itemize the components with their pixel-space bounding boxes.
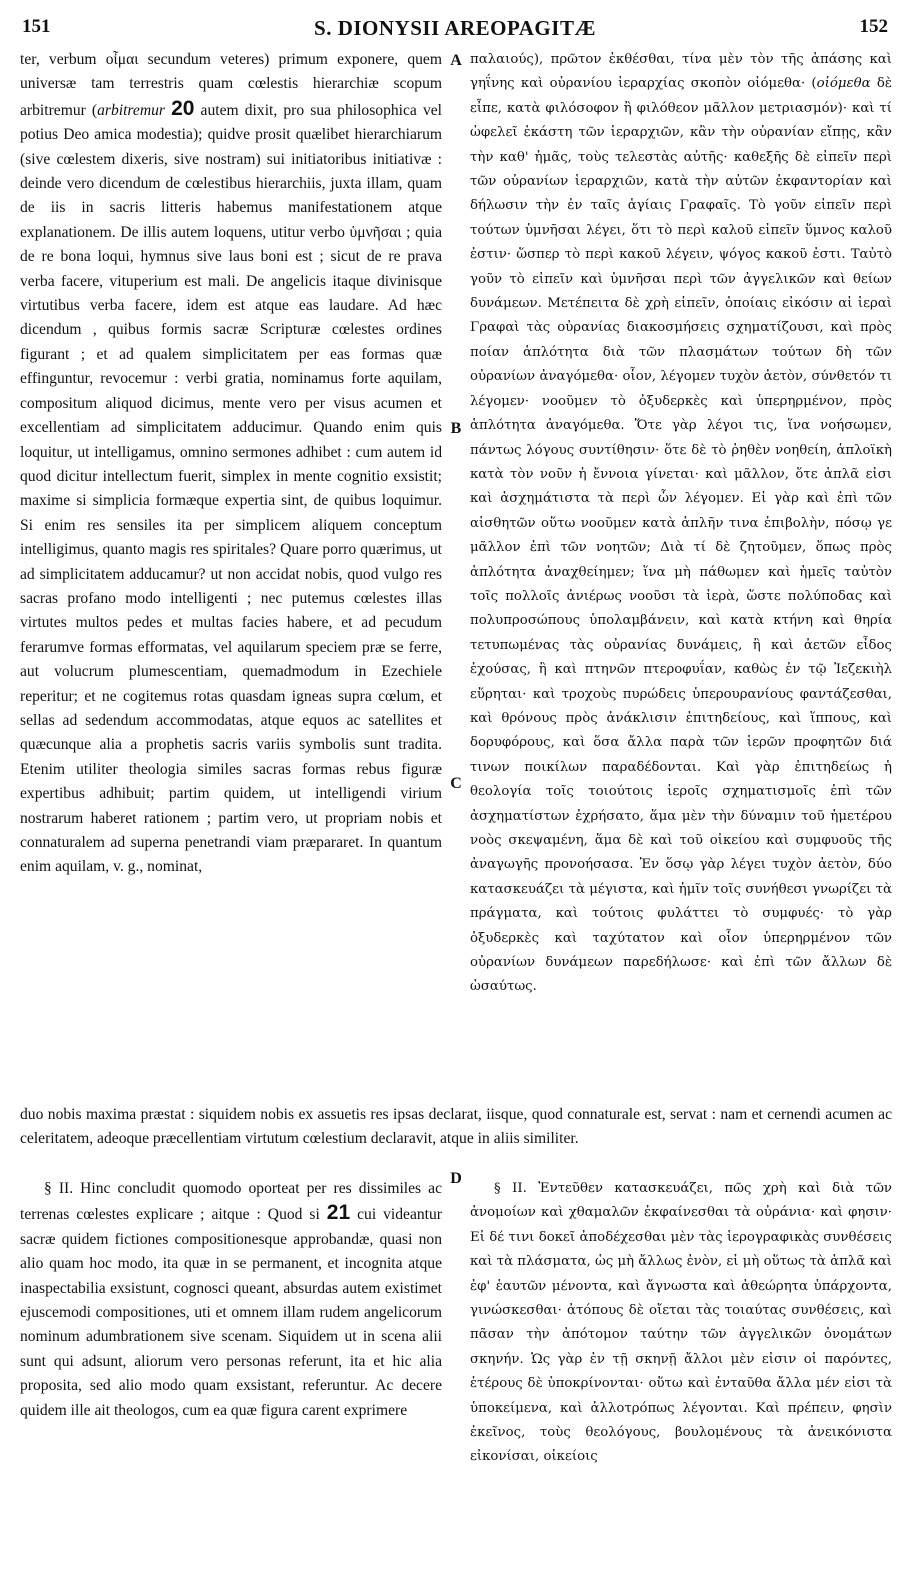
greek-column-bottom (470, 1177, 892, 1470)
running-header (22, 16, 888, 42)
latin-column-top (20, 48, 442, 880)
latin-italic-word: arbitremur (97, 101, 165, 119)
greek-italic-word: οἰόμεθα (816, 76, 871, 92)
latin-column-bottom (20, 1177, 442, 1423)
section-marker-d: D (450, 1170, 462, 1187)
running-title: S. DIONYSII AREOPAGITÆ (314, 16, 596, 40)
latin-full-width-lines: duo nobis maxima præstat : siquidem nobis ex assuetis res ipsas declarat, iisque, quod connaturale est, servat : nam et cernendi acumen ac celeritatem, adeoque præcellentiam virtutum cœlestium declaravit, atque in aliis similiter. (20, 1106, 892, 1148)
column-number-21: 21 (326, 1201, 351, 1225)
greek-column-top (470, 48, 892, 1000)
page-number-left: 151 (22, 16, 51, 37)
section-marker-a: A (450, 52, 462, 69)
page-number-right: 152 (859, 16, 888, 37)
latin-paragraph-1: ter, verbum οἶμαι secundum veteres) primum exponere, quem universæ tam terrestris quam cœlestis hierarchiæ scopum arbitremur (arbitremur 20 autem dixit, pro sua philosophica vel potius Deo amica modestia); quidve prosit quælibet hierarchiarum (sive cœlestem dixeris, sive nostram) sui initiatoribus initiativæ : deinde vero dicendum de cœlestibus hierarchiis, juxta illam, quam de iis in sacris litteris habemus manifestationem atque explanationem. De illis autem loquens, utitur verbo ὑμνῆσαι ; quia de re bona loqui, hymnus sive laus boni est ; sicut de re prava verba facere, vituperium est mali. De angelicis itaque divinisque virtutibus verba facere, idem est atque eas laudare. Ad hæc dicendum , quibus formis sacræ Scripturæ cœlestes ordines figurant ; et ad qualem simplicitatem per eas formas quæ effinguntur, revocemur : verbi gratia, nominamus forte aquilam, compositum aliquod dicimus, mente vero per visus acumen et excellentiam ad simplicitatem adducimur. Quando enim quis loquitur, ut intelligamus, omnino sermones adhibet : cum autem id quod dicitur intellectum fuerit, simplex in mente cognitio exsistit; maxime si simplicia formæque expertia sint, de quibus loquimur. Si enim res sensiles ita per simplicem aliquem conceptum intelligimus, quanto magis res spiritales? Quare porro quærimus, ut ad simplicitatem adducamur? ut non accidat nobis, quod vulgo res sacras profano modo intelligenti ; nec putemus cœlestes illas virtutes multos pedes et multas facies habere, et ad pecudum ferarumve formas efformatas, vel aquilarum speciem præ se ferre, aut volucrum plumescentiam, quemadmodum in Ezechiele reperitur; et ne cogitemus rotas quasdam igneas supra cœlum, et sellas ad sedendum accommodatas, atque equos ac satellites et quæcunque alia a prophetis sacris variis symbolis sunt tradita. Etenim utiliter theologia similes sacras formas rebus figuræ expertibus adhibuit; partim quidem, ut intelligendi virium nostrarum haberet rationem ; partim vero, ut propriam nobis et connaturalem ad superna penetrandi viam præpararet. In quantum enim aquilam, v. g., nominat, (20, 51, 442, 876)
greek-paragraph-2: § II. Ἐντεῦθεν κατασκευάζει, πῶς χρὴ καὶ διὰ τῶν ἀνομοίων καὶ χθαμαλῶν ἐκφαίνεσθαι τὰ οὐράνια· καὶ φησιν· Εἰ δέ τινι δοκεῖ ἀποδέχεσθαι μὲν τὰς ἱερογραφικὰς συνθέσεις καὶ τὰ πλάσματα, ὡς μὴ ἄλλως ἐνὸν, εἰ μὴ οὕτως τὰ ἁπλᾶ καὶ ἐφ' ἑαυτῶν μένοντα, καὶ ἄγνωστα καὶ ἀθεώρητα ὑπάρχοντα, γινώσκεσθαι· ἀτόπους δὲ οἴεται τὰς τοιαύτας συνθέσεις, καὶ πᾶσαν τὴν ἀπότομον ταύτην τῶν ἀγγελικῶν ὀνομάτων σκηνήν. Ὡς γὰρ ἐν τῇ σκηνῇ ἄλλοι μὲν εἰσιν οἱ παρόντες, ἑτέρους δὲ ὑποκρίνονται· οὕτω καὶ ἐνταῦθα ἄλλα μέν εἰσι τὰ ὑποκείμενα, καὶ ἀλλοτρόπως λέγονται. Καὶ πρέπειν, φησὶν ἐκεῖνος, τοὺς θεολόγους, βουλομένους τὰ ἀνεικόνιστα εἰκονίσαι, οἰκείοις (470, 1181, 892, 1465)
greek-paragraph-1: παλαιούς), πρῶτον ἐκθέσθαι, τίνα μὲν τὸν τῆς ἁπάσης καὶ γηΐνης καὶ οὐρανίου ἱεραρχίας σκοπὸν οἰόμεθα· (οἰόμεθα δὲ εἶπε, κατὰ φιλόσοφον ἢ φιλόθεον μᾶλλον μετριασμόν)· καὶ τί ὠφελεῖ ἑκάστη τῶν ἱεραρχιῶν, κἂν τὴν οὐρανίαν εἴπῃς, κἂν τὴν καθ' ἡμᾶς, τοὺς τελεστὰς αὐτῆς· καθεξῆς δὲ εἰπεῖν περὶ τῶν οὐρανίων ἱεραρχιῶν, κατὰ τὴν αὐτῶν ἐκφαντορίαν καὶ δήλωσιν τὴν ἐν ταῖς ἁγίαις Γραφαῖς. Τὸ γοῦν εἰπεῖν περὶ τούτων ὑμνῆσαι λέγει, ὅτι τὸ περὶ καλοῦ εἰπεῖν ὕμνος καλοῦ ἐστιν· ὥσπερ τὸ περὶ κακοῦ λέγειν, ψόγος κακοῦ ἐστι. Ταὐτὸ γοῦν τὸ εἰπεῖν καὶ ὑμνῆσαι περὶ τῶν ἀγγελικῶν καὶ θείων δυνάμεων. Μετέπειτα δὲ χρὴ εἰπεῖν, ὁποίαις εἰκόσιν αἱ ἱεραὶ Γραφαὶ τὰς οὐρανίας διακοσμήσεις σχηματίζουσι, καὶ πρὸς ποίαν ἁπλότητα διὰ τῶν πλασμάτων τούτων δὴ τῶν οὐρανίων ἀναγόμεθα· οἷον, λέγομεν τυχὸν ἀετὸν, σύνθετόν τι λέγομεν· νοοῦμεν τὸ ὀξυδερκὲς καὶ ὑπερηρμένον, πρὸς ἁπλότητα ἀναγόμεθα. Ὅτε γὰρ λέγοι τις, ἵνα νοήσωμεν, πάντως λόγους συντίθησιν· ὅτε δὲ τὸ ῥηθὲν νοηθείη, ἁπλοϊκὴ κατὰ τὸν νοῦν ἡ ἔννοια γίνεται· καὶ μᾶλλον, ὅτε ἁπλᾶ εἰσι καὶ ἀσχημάτιστα τὰ περὶ ὧν λέγομεν. Εἰ γὰρ καὶ ἐπὶ τῶν αἰσθητῶν οὕτω νοοῦμεν κατὰ ἁπλῆν τινα ἐπιβολὴν, πόσῳ γε μᾶλλον ἐπὶ τῶν νοητῶν; Διὰ τί δὲ ζητοῦμεν, ὅπως πρὸς ἁπλότητα ἀναχθείημεν; ἵνα μὴ πάθωμεν καὶ ἡμεῖς ταὐτὸν τοῖς πολλοῖς ἀνιέρως νοοῦσι τὰ ἱερὰ, ὥστε πολύποδας καὶ πολυπροσώπους ὑπολαμβάνειν, καὶ κατὰ κτήνη καὶ θηρία τετυπωμένας τὰς οὐρανίας δυνάμεις, ἢ καὶ ἀετῶν εἶδος ἐχούσας, ἢ καὶ πτηνῶν πτεροφυΐαν, καθὼς ἐν τῷ Ἰεζεκιὴλ εὕρηται· καὶ τροχοὺς πυρώδεις ὑπερουρανίους φαντάζεσθαι, καὶ θρόνους πρὸς ἀνάκλισιν ἐπιτηδείους, καὶ ἵππους, καὶ δορυφόρους, καὶ ὅσα ἄλλα παρὰ τῶν ἱερῶν προφητῶν διά τινων ποικίλων παραδέδονται. Καὶ γὰρ ἐπιτηδείως ἡ θεολογία τοῖς τοιούτοις ἱεροῖς σχηματισμοῖς ἐπὶ τῶν ἀσχηματίστων ἐχρήσατο, ἅμα μὲν τὴν δύναμιν τοῦ ἡμετέρου νοὸς σκεψαμένη, ἅμα δὲ καὶ τοῦ οἰκείου καὶ συμφυοῦς τῆς ἀναγωγῆς προνοήσασα. Ἐν ὅσῳ γὰρ λέγει τυχὸν ἀετὸν, δύο κατασκευάζει τὰ μέγιστα, καὶ ἡμῖν τοῖς συνήθεσι γνωρίζει τὰ πράγματα, καὶ τούτοις φυλάττει τὸ συμφυές· τὸ γὰρ ὀξυδερκὲς καὶ ταχύτατον καὶ οἷον ὑπερηρμένον τῶν οὐρανίων δυνάμεων παρεδήλωσε· καὶ ἐπὶ τῶν ἄλλων δὲ ὡσαύτως. (470, 52, 893, 995)
section-marker-b: B (450, 420, 462, 437)
column-number-20: 20 (171, 96, 195, 120)
section-marker-c: C (450, 775, 462, 792)
latin-paragraph-2: § II. Hinc concludit quomodo oporteat per res dissimiles ac terrenas cœlestes explicare ; aitque : Quod si 21 cui videantur sacræ quidem fictiones compositionesque approbandæ, quasi non alio quam hoc modo, ita quæ in se permanent, et incognita atque inaspectabilia exsistunt, cognosci queant, absurdas autem existimet ejuscemodi compositiones, uti et omnem illam rudem angelicorum nominum adumbrationem sive scenam. Siquidem ut in scena alii sunt qui adsunt, aliorum vero personas referunt, ita et hic alia proposita, sed alio modo quam exsistant, referuntur. Ac decere quidem ille ait theologos, cum ea quæ figura carent exprimere (20, 1180, 442, 1419)
